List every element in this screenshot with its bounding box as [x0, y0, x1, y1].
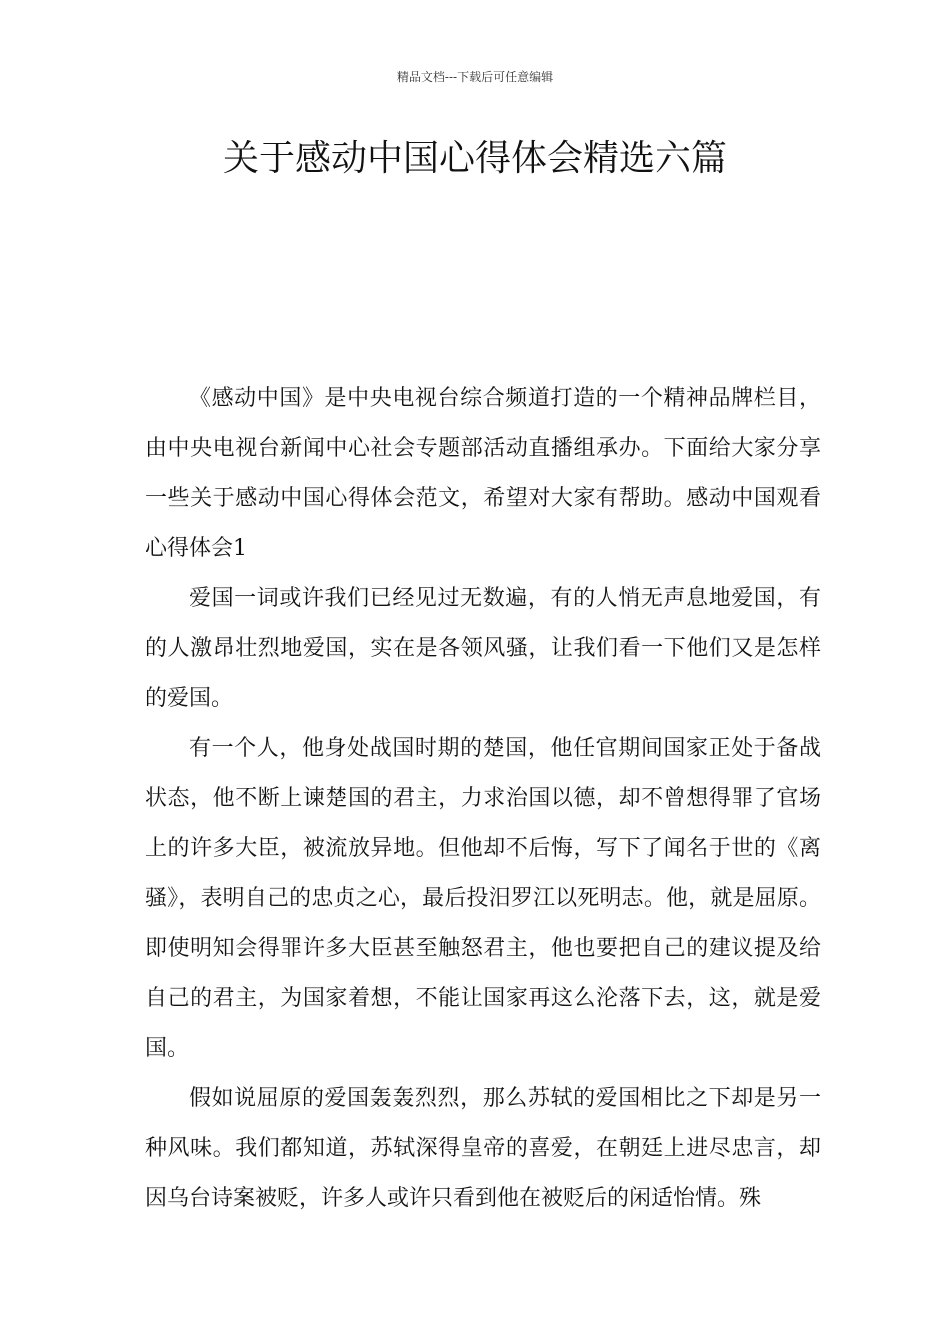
- paragraph-1: 《感动中国》是中央电视台综合频道打造的一个精神品牌栏目，由中央电视台新闻中心社会专题部活动直播组承办。下面给大家分享一些关于感动中国心得体会范文，希望对大家有帮助。感动中国观看心得体会1: [145, 386, 821, 561]
- paragraph-4: 假如说屈原的爱国轰轰烈烈，那么苏轼的爱国相比之下却是另一种风味。我们都知道，苏轼深得皇帝的喜爱，在朝廷上进尽忠言，却因乌台诗案被贬，许多人或许只看到他在被贬后的闲适怡情。殊: [145, 1086, 821, 1211]
- document-title: 关于感动中国心得体会精选六篇: [222, 138, 727, 179]
- header-note: 精品文档---下载后可任意编辑: [396, 70, 554, 84]
- paragraph-3: 有一个人，他身处战国时期的楚国，他任官期间国家正处于备战状态，他不断上谏楚国的君主，力求治国以德，却不曾想得罪了官场上的许多大臣，被流放异地。但他却不后悔，写下了闻名于世的《离骚》，表明自己的忠贞之心，最后投汨罗江以死明志。他，就是屈原。即使明知会得罪许多大臣甚至触怒君主，他也要把自己的建议提及给自己的君主，为国家着想，不能让国家再这么沦落下去，这，就是爱国。: [145, 736, 821, 1061]
- paragraph-2: 爱国一词或许我们已经见过无数遍，有的人悄无声息地爱国，有的人激昂壮烈地爱国，实在是各领风骚，让我们看一下他们又是怎样的爱国。: [145, 586, 821, 711]
- document-body: [145, 374, 821, 1224]
